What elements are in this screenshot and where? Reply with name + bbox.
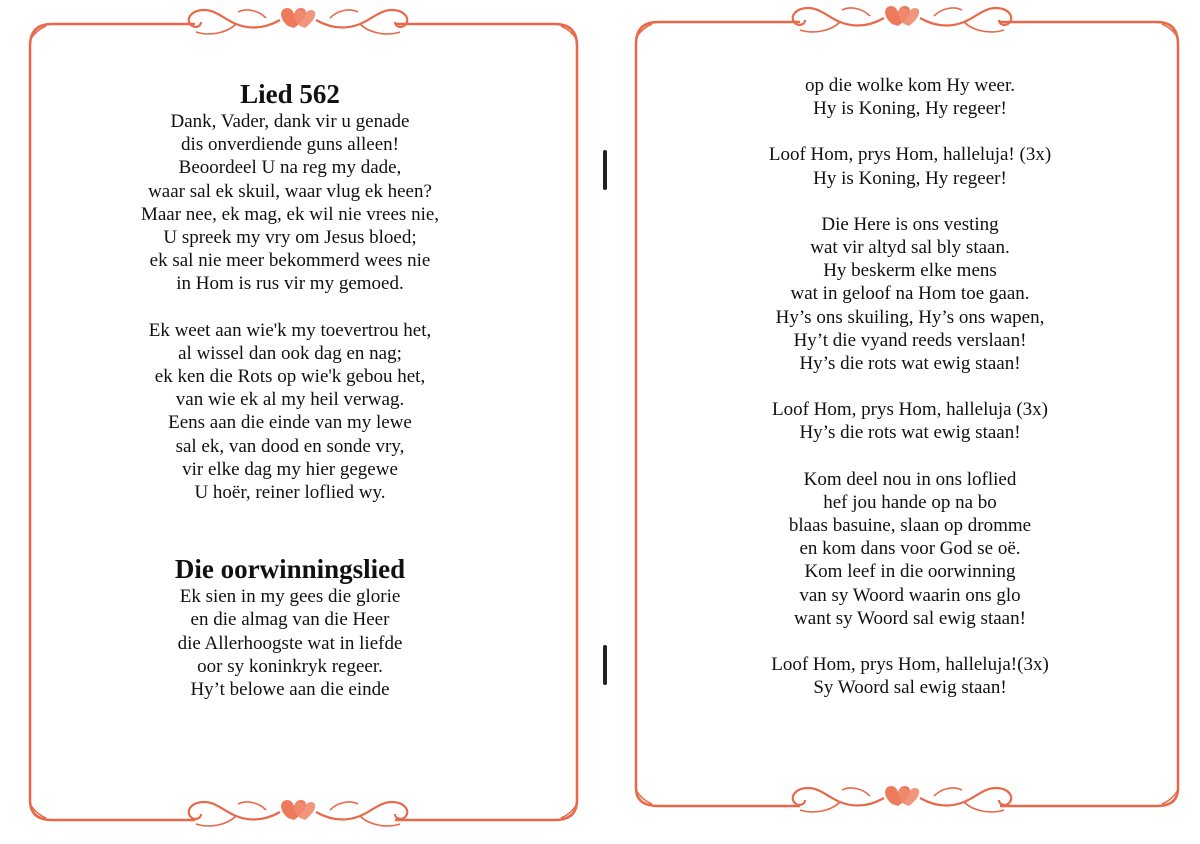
lyric-line: hef jou hande op na bo <box>823 491 997 513</box>
lyric-line: Hy is Koning, Hy regeer! <box>813 167 1007 189</box>
lyric-line: in Hom is rus vir my gemoed. <box>176 273 404 295</box>
lyric-line: U spreek my vry om Jesus bloed; <box>163 227 417 249</box>
lyric-line: Ek sien in my gees die glorie <box>179 586 401 608</box>
lyric-line: Loof Hom, prys Hom, halleluja (3x) <box>772 399 1048 421</box>
lyric-line: wat vir altyd sal bly staan. <box>810 237 1010 259</box>
lyric-line: U hoër, reiner loflied wy. <box>194 482 386 504</box>
lyric-line: Hy is Koning, Hy regeer! <box>813 98 1007 120</box>
lyric-line: wat in geloof na Hom toe gaan. <box>790 283 1030 305</box>
lyric-line: Beoordeel U na reg my dade, <box>178 157 402 179</box>
lyric-line: Hy beskerm elke mens <box>823 260 997 282</box>
lyric-line: en kom dans voor God se oë. <box>799 538 1021 560</box>
stanza <box>40 319 540 505</box>
lyric-line: die Allerhoogste wat in liefde <box>177 632 403 654</box>
refrain <box>640 653 1180 699</box>
lyric-line: oor sy koninkryk regeer. <box>197 655 383 677</box>
refrain <box>640 398 1180 444</box>
lyric-line: Kom leef in die oorwinning <box>804 561 1016 583</box>
top-heart-ornament <box>189 8 407 34</box>
lyric-line: want sy Woord sal ewig staan! <box>794 607 1026 629</box>
song-title-die-oorwinningslied: Die oorwinningslied <box>174 554 406 585</box>
stanza <box>40 585 540 701</box>
stanza <box>640 74 1180 120</box>
lyric-line: Sy Woord sal ewig staan! <box>813 677 1007 699</box>
lyric-line: Hy’s die rots wat ewig staan! <box>799 353 1021 375</box>
refrain <box>640 143 1180 189</box>
bottom-heart-ornament <box>189 800 407 826</box>
stanza <box>40 110 540 296</box>
lyric-line: Ek weet aan wie'k my toevertrou het, <box>148 319 432 341</box>
lyric-line: ek sal nie meer bekommerd wees nie <box>149 250 431 272</box>
lyric-line: Hy’t die vyand reeds verslaan! <box>793 329 1027 351</box>
lyric-line: en die almag van die Heer <box>190 609 390 631</box>
lyric-line: sal ek, van dood en sonde vry, <box>175 435 405 457</box>
lyric-line: Hy’s ons skuiling, Hy’s ons wapen, <box>775 306 1045 328</box>
lyric-line: Dank, Vader, dank vir u genade <box>170 111 410 132</box>
lyric-line: op die wolke kom Hy weer. <box>804 75 1015 96</box>
lyric-line: Maar nee, ek mag, ek wil nie vrees nie, <box>140 203 440 225</box>
lyric-line: Eens aan die einde van my lewe <box>168 412 412 434</box>
lyric-line: Loof Hom, prys Hom, halleluja!(3x) <box>771 654 1049 676</box>
lyric-line: ek ken die Rots op wie'k gebou het, <box>154 366 426 388</box>
left-page-text <box>40 78 540 701</box>
right-page-text <box>640 74 1180 699</box>
lyric-line: van wie ek al my heil verwag. <box>175 389 405 411</box>
lyric-line: van sy Woord waarin ons glo <box>799 584 1021 606</box>
lyric-line: Hy’t belowe aan die einde <box>190 679 390 701</box>
song-title-lied-562: Lied 562 <box>240 79 340 109</box>
top-heart-ornament <box>793 6 1011 32</box>
stanza <box>640 468 1180 630</box>
lyric-line: al wissel dan ook dag en nag; <box>178 342 402 364</box>
lyric-line: dis onverdiende guns alleen! <box>181 134 399 156</box>
lyric-line: Kom deel nou in ons loflied <box>803 468 1017 490</box>
lyric-line: blaas basuine, slaan op dromme <box>788 515 1032 537</box>
lyric-line: Die Here is ons vesting <box>821 213 999 235</box>
lyric-line: Hy’s die rots wat ewig staan! <box>799 422 1021 444</box>
right-page <box>600 0 1200 844</box>
lyric-line: Loof Hom, prys Hom, halleluja! (3x) <box>768 144 1052 166</box>
lyric-line: waar sal ek skuil, waar vlug ek heen? <box>148 180 432 202</box>
lyric-line: vir elke dag my hier gegewe <box>182 458 398 480</box>
stanza <box>640 213 1180 375</box>
bottom-heart-ornament <box>793 786 1011 812</box>
